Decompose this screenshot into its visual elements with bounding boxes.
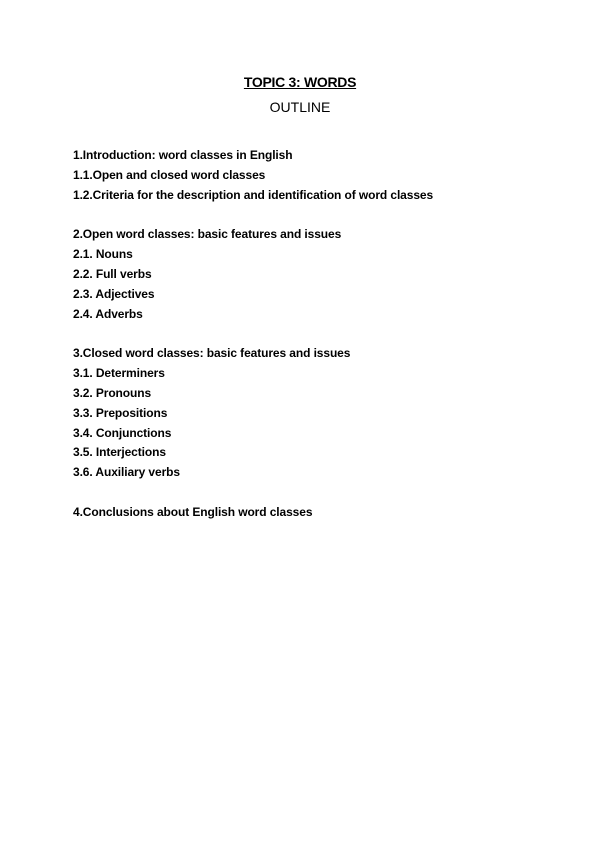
outline-item: 2.4. Adverbs bbox=[73, 306, 143, 321]
outline-item: 2.3. Adjectives bbox=[73, 286, 155, 301]
outline-section-1 bbox=[73, 146, 573, 205]
outline-item: 3.1. Determiners bbox=[73, 366, 165, 381]
outline-item: 2.1. Nouns bbox=[73, 247, 133, 262]
outline-heading: 1.Introduction: word classes in English bbox=[73, 148, 293, 162]
outline-item: 1.1.Open and closed word classes bbox=[73, 167, 266, 182]
outline-heading: 4.Conclusions about English word classes bbox=[73, 504, 313, 519]
outline-heading: 2.Open word classes: basic features and issues bbox=[73, 227, 342, 242]
outline-item: 1.2.Criteria for the description and identification of word classes bbox=[73, 187, 434, 202]
document-subtitle: OUTLINE bbox=[269, 99, 331, 115]
outline-section-2 bbox=[73, 225, 573, 324]
outline-item: 3.3. Prepositions bbox=[73, 405, 168, 420]
outline-item: 3.2. Pronouns bbox=[73, 385, 152, 400]
outline-item: 3.5. Interjections bbox=[73, 445, 166, 460]
outline-item: 3.4. Conjunctions bbox=[73, 425, 172, 440]
outline-heading: 3.Closed word classes: basic features and issues bbox=[73, 346, 351, 361]
outline-item: 2.2. Full verbs bbox=[73, 266, 152, 281]
outline-section-4 bbox=[73, 503, 573, 523]
outline bbox=[73, 146, 573, 543]
document-title: TOPIC 3: WORDS bbox=[243, 74, 357, 90]
outline-item: 3.6. Auxiliary verbs bbox=[73, 465, 180, 480]
outline-section-3 bbox=[73, 344, 573, 483]
